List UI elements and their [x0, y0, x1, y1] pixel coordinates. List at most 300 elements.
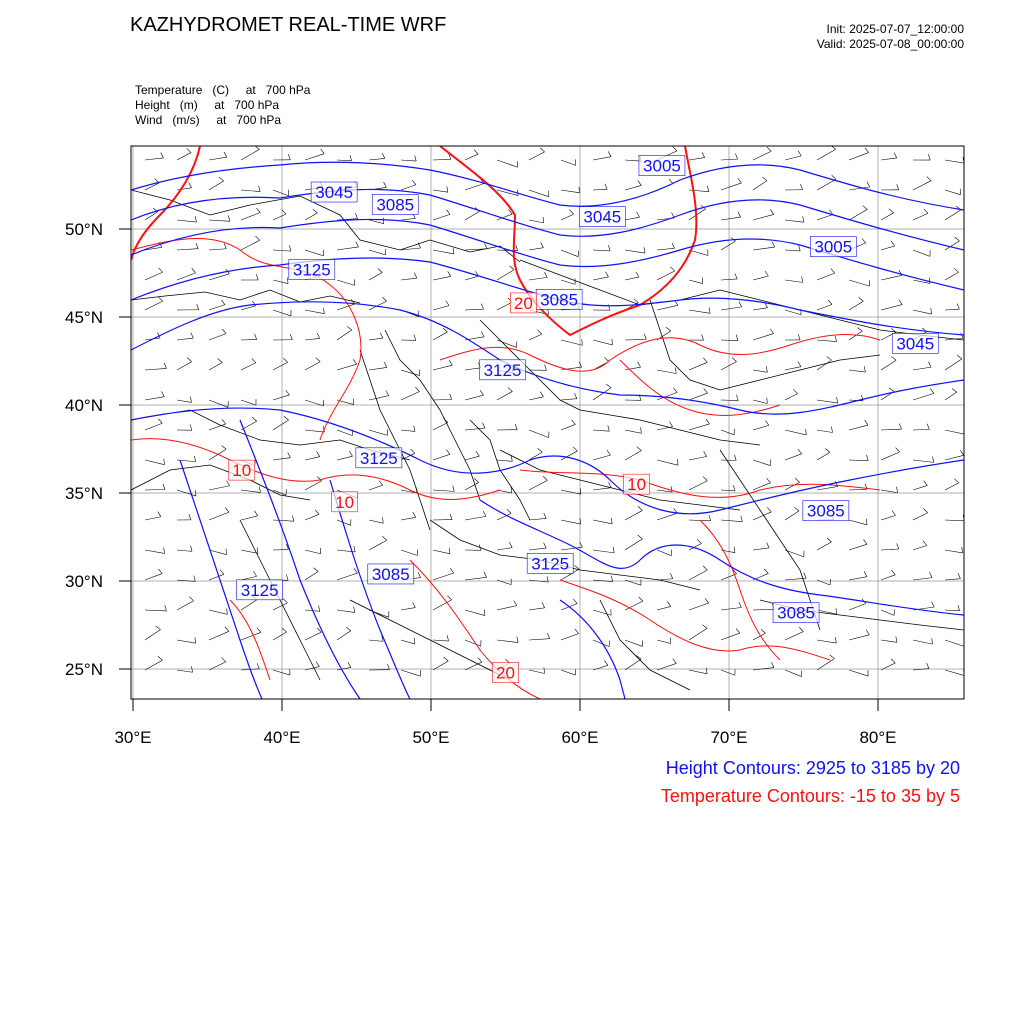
wind-barb — [337, 451, 353, 460]
wind-barb — [433, 450, 450, 460]
wind-barb — [401, 335, 416, 341]
wind-barb — [785, 449, 802, 460]
wind-barb — [465, 362, 481, 370]
wind-barb — [273, 210, 286, 220]
wind-barb — [369, 391, 389, 400]
wind-barb — [465, 150, 478, 160]
lat-tick-label: 35°N — [65, 484, 103, 503]
wind-barb — [657, 638, 671, 644]
wind-barb — [305, 209, 317, 220]
wind-barb — [913, 389, 934, 400]
wind-barb — [945, 515, 965, 521]
wind-barb — [209, 359, 222, 370]
wind-barb — [305, 662, 319, 670]
wind-barb — [369, 536, 387, 550]
wind-barb — [209, 608, 227, 614]
svg-text:3125: 3125 — [531, 554, 569, 573]
wind-barb — [273, 544, 288, 550]
wind-barb — [817, 655, 834, 670]
wind-barb — [529, 242, 543, 250]
wind-barb — [177, 268, 196, 280]
wind-barb — [593, 576, 613, 582]
wind-barb — [785, 389, 798, 400]
wind-barb — [241, 399, 256, 405]
wind-barb — [881, 184, 899, 190]
wind-barb — [177, 397, 191, 403]
wind-barb — [209, 627, 229, 640]
wind-barb — [433, 514, 452, 520]
wind-barb — [913, 154, 930, 160]
wind-barb — [369, 362, 387, 370]
wind-barb — [465, 304, 484, 310]
wind-barb — [849, 206, 867, 220]
wind-barb — [529, 217, 544, 223]
wind-barb — [817, 269, 835, 280]
wind-barb — [273, 390, 289, 400]
wind-barb — [433, 596, 452, 610]
wind-barb — [273, 452, 290, 460]
wind-barb — [241, 487, 260, 493]
wind-barb — [145, 459, 164, 465]
wind-barb — [753, 604, 774, 610]
field-temperature: Temperature (C) at 700 hPa — [135, 83, 310, 98]
lon-tick-label: 40°E — [263, 728, 300, 747]
wind-barb — [401, 155, 416, 161]
wind-barb — [145, 626, 160, 640]
lat-tick-label: 45°N — [65, 308, 103, 327]
wind-barb — [401, 670, 420, 676]
wind-barb — [881, 543, 899, 550]
wind-barb — [657, 659, 676, 670]
wind-barb — [593, 518, 612, 524]
wind-barb — [497, 456, 512, 462]
wind-barb — [913, 541, 927, 550]
wind-barb — [145, 153, 163, 160]
wind-barb — [369, 182, 386, 190]
wind-barb — [145, 512, 161, 520]
lon-tick-label: 60°E — [561, 728, 598, 747]
wind-barb — [561, 339, 582, 345]
wind-barb — [689, 278, 703, 284]
wind-barb — [273, 190, 289, 196]
wind-barb — [497, 542, 512, 550]
wind-barb — [881, 570, 895, 580]
height-contour-label — [773, 603, 819, 623]
wind-barb — [881, 659, 895, 670]
wind-barb — [433, 568, 454, 580]
wind-barb — [785, 245, 800, 251]
wind-barb — [849, 366, 865, 372]
wind-barb — [145, 547, 165, 553]
height-contour-label — [810, 237, 856, 257]
wind-barb — [689, 388, 708, 400]
wind-barb — [881, 487, 898, 493]
wind-barb — [753, 242, 775, 250]
wind-barb — [465, 640, 481, 646]
wind-barb — [177, 424, 192, 430]
lon-tick-label: 50°E — [412, 728, 449, 747]
wind-barb — [145, 268, 163, 280]
svg-text:3125: 3125 — [241, 581, 279, 600]
wind-barb — [721, 602, 741, 610]
wind-barb — [817, 427, 832, 433]
wind-barb — [753, 398, 767, 404]
svg-text:3125: 3125 — [360, 449, 398, 468]
wind-barb — [657, 601, 671, 610]
wind-barb — [913, 638, 932, 644]
wind-barb — [497, 266, 514, 280]
wind-barb — [433, 271, 451, 280]
temperature-contour-label — [510, 293, 536, 313]
wind-barb — [497, 298, 512, 310]
wind-barb — [305, 510, 319, 520]
wind-barb — [721, 628, 740, 640]
wind-barb — [145, 363, 166, 370]
wind-barb — [305, 250, 324, 256]
wind-barb — [433, 548, 450, 554]
svg-text:3085: 3085 — [540, 290, 578, 309]
wind-barb — [337, 279, 355, 285]
temperature-contour-label — [332, 492, 358, 512]
wind-barb — [529, 148, 545, 160]
wind-barb — [945, 479, 959, 490]
wind-barb — [401, 549, 417, 555]
wind-barb — [657, 550, 672, 556]
wind-barb — [625, 247, 645, 253]
wind-barb — [785, 550, 804, 557]
height-contour-label — [803, 501, 849, 521]
wind-barb — [721, 178, 741, 190]
wind-barb — [465, 451, 479, 460]
wind-barb — [689, 625, 707, 640]
wind-barb — [689, 451, 707, 460]
wind-barb — [369, 517, 383, 523]
wind-barb — [849, 539, 867, 550]
wind-barb — [561, 669, 575, 675]
wind-barb — [433, 418, 448, 430]
wind-barb — [497, 600, 517, 610]
wind-barb — [657, 573, 673, 580]
wind-barb — [145, 656, 162, 670]
wind-barb — [945, 157, 964, 163]
wind-barb — [721, 395, 738, 401]
wind-barb — [433, 486, 454, 492]
wind-barb — [689, 152, 705, 160]
wind-barb — [433, 301, 449, 310]
wind-barb — [785, 627, 803, 640]
temperature-contour-label — [229, 460, 255, 480]
wind-barb — [561, 420, 575, 430]
wind-barb — [305, 568, 318, 580]
wind-barb — [529, 476, 547, 490]
wind-barb — [849, 455, 868, 461]
wind-barb — [241, 571, 257, 580]
height-contour-label — [527, 553, 573, 573]
wind-barb — [401, 638, 415, 644]
lon-tick-label: 80°E — [859, 728, 896, 747]
wind-barb — [689, 515, 711, 521]
wind-barb — [369, 481, 383, 490]
wind-barb — [625, 535, 642, 550]
wind-barb — [433, 210, 450, 220]
wind-barb — [209, 400, 228, 407]
wind-barb — [753, 209, 774, 220]
wind-barb — [177, 546, 192, 552]
wind-barb — [177, 666, 193, 672]
wind-barb — [945, 450, 964, 460]
wind-barb — [305, 333, 320, 340]
wind-barb — [241, 511, 258, 520]
wind-barb — [945, 304, 959, 310]
wind-barb — [273, 154, 290, 160]
wind-barb — [465, 243, 487, 250]
wind-barb — [177, 148, 191, 160]
height-contour-label — [356, 448, 402, 468]
temperature-contour-label — [493, 663, 519, 683]
height-contour-label — [480, 360, 526, 380]
chart-title: KAZHYDROMET REAL-TIME WRF — [130, 14, 446, 37]
wind-barb — [561, 393, 577, 400]
wind-barb — [209, 152, 227, 160]
wind-barb — [465, 423, 485, 430]
wind-barb — [305, 308, 324, 314]
wind-barb — [433, 360, 452, 370]
wind-barb — [177, 637, 196, 643]
svg-text:3085: 3085 — [807, 502, 845, 521]
wind-barb — [337, 568, 358, 580]
wind-barb — [625, 427, 641, 433]
wind-barb — [657, 212, 674, 220]
wind-barb — [625, 180, 641, 190]
wind-barb — [881, 300, 902, 310]
wind-barb — [497, 160, 518, 167]
wind-barb — [273, 358, 288, 370]
wind-barb — [273, 628, 287, 640]
wind-barb — [209, 177, 224, 190]
wind-barb — [305, 149, 324, 160]
svg-text:3085: 3085 — [376, 195, 414, 214]
wind-barb — [401, 180, 416, 190]
wind-barb — [433, 328, 447, 340]
wind-barb — [177, 304, 199, 310]
wind-barb — [913, 509, 928, 520]
wind-barb — [369, 636, 383, 642]
wind-barb — [785, 429, 806, 435]
svg-text:3045: 3045 — [896, 334, 934, 353]
wind-barb — [177, 216, 196, 222]
wind-barb — [945, 640, 966, 647]
wind-barb — [593, 660, 608, 670]
wind-barb — [593, 547, 614, 553]
wind-barb — [785, 216, 804, 222]
wind-barb — [785, 670, 802, 677]
lat-tick-label: 50°N — [65, 220, 103, 239]
wind-barb — [657, 459, 678, 465]
svg-text:20: 20 — [496, 664, 515, 683]
wind-barb — [401, 512, 416, 520]
wind-barb — [529, 633, 550, 640]
wind-barb — [817, 538, 831, 550]
wind-barb — [945, 268, 959, 280]
wind-barb — [369, 153, 385, 160]
wind-barb — [529, 576, 548, 582]
wind-barb — [561, 210, 574, 220]
wind-barb — [209, 243, 226, 250]
wind-barb — [241, 186, 260, 192]
wind-barb — [753, 177, 767, 190]
wind-barb — [593, 425, 609, 431]
wind-barb — [305, 452, 320, 460]
wind-barb — [753, 329, 774, 340]
wind-barb — [625, 506, 642, 520]
wind-barb — [273, 278, 288, 284]
wind-barb — [593, 609, 611, 615]
wind-barb — [625, 640, 643, 646]
wind-barb — [529, 668, 545, 674]
svg-text:10: 10 — [335, 493, 354, 512]
svg-text:10: 10 — [232, 461, 251, 480]
wind-barb — [145, 484, 165, 490]
wind-barb — [401, 387, 420, 400]
wind-barb — [177, 358, 192, 370]
wind-barb — [849, 571, 867, 580]
wind-barb — [721, 669, 735, 675]
wind-barb — [465, 478, 479, 490]
wind-barb — [209, 300, 225, 310]
wind-barb — [657, 368, 676, 374]
wind-barb — [625, 212, 640, 220]
wind-barb — [689, 477, 707, 490]
wind-barb — [241, 334, 257, 340]
wind-barb — [593, 339, 612, 345]
wind-barb — [625, 656, 641, 670]
wind-barb — [593, 272, 608, 280]
wind-barb — [625, 447, 641, 460]
wind-barb — [337, 213, 358, 220]
wind-barb — [433, 248, 454, 254]
wind-barb — [945, 189, 960, 195]
wind-barb — [689, 598, 709, 610]
wind-barb — [337, 242, 359, 250]
wind-barb — [337, 359, 357, 370]
wind-barb — [753, 460, 770, 466]
wind-barb — [721, 335, 738, 341]
wind-barb — [561, 159, 576, 165]
wind-barb — [241, 146, 259, 160]
wind-barb — [241, 274, 258, 280]
lon-tick-label: 70°E — [710, 728, 747, 747]
wind-barb — [721, 154, 738, 160]
wind-barb — [593, 450, 610, 460]
wind-barb — [945, 605, 960, 611]
wind-barb — [625, 272, 639, 280]
wind-barb — [945, 428, 965, 434]
wind-barb — [849, 328, 862, 340]
wind-barb — [849, 630, 869, 640]
wind-barb — [177, 243, 198, 250]
wind-barb — [753, 366, 767, 372]
svg-text:3045: 3045 — [583, 208, 621, 227]
wind-barb — [241, 208, 260, 220]
wind-barb — [337, 627, 351, 640]
graticule — [131, 141, 964, 699]
svg-text:10: 10 — [627, 475, 646, 494]
wind-barb — [561, 599, 577, 610]
wind-barb — [881, 448, 900, 460]
height-contour-label — [639, 156, 685, 176]
wind-barb — [305, 548, 321, 554]
wind-barb — [721, 516, 742, 522]
wind-barb — [913, 481, 927, 490]
wind-barb — [145, 297, 163, 310]
wind-barb — [497, 387, 512, 400]
wind-barb — [945, 355, 962, 370]
svg-text:3085: 3085 — [777, 604, 815, 623]
wind-barb — [945, 388, 957, 400]
wind-barb — [945, 573, 960, 580]
lon-tick-label: 30°E — [114, 728, 151, 747]
wind-barb — [273, 515, 294, 521]
wind-barb — [945, 669, 964, 675]
wind-barb — [209, 329, 226, 340]
wind-barb — [529, 190, 549, 197]
lat-tick-label: 30°N — [65, 572, 103, 591]
wind-barb — [209, 215, 230, 221]
wind-barb — [145, 419, 162, 430]
wind-barb — [561, 278, 575, 284]
wind-barb — [465, 390, 483, 400]
wind-barb — [753, 271, 768, 280]
wind-barb — [881, 424, 902, 430]
wind-barb — [305, 477, 322, 490]
wind-barb — [369, 610, 389, 617]
wind-barb — [657, 421, 673, 430]
wind-barb — [817, 448, 830, 460]
wind-barb — [241, 358, 256, 370]
wind-barb — [433, 635, 449, 641]
wind-barb — [529, 330, 542, 340]
wind-barb — [753, 420, 769, 430]
country-borders — [131, 190, 964, 690]
wind-barb — [305, 628, 321, 640]
wind-barb — [305, 358, 320, 370]
wind-barb — [593, 482, 611, 490]
wind-barb — [209, 445, 226, 460]
valid-time: Valid: 2025-07-08_00:00:00 — [817, 37, 964, 52]
wind-barb — [913, 457, 934, 463]
field-wind: Wind (m/s) at 700 hPa — [135, 113, 310, 128]
wind-barb — [913, 424, 929, 430]
wind-barb — [721, 358, 736, 370]
wind-barb — [753, 147, 771, 160]
wind-barb — [465, 658, 482, 670]
wind-barb — [849, 297, 863, 310]
wind-barb — [337, 430, 353, 436]
wind-barb — [913, 308, 931, 314]
wind-barb — [785, 184, 803, 190]
height-contour-label — [311, 182, 357, 202]
contour-labels — [229, 156, 938, 683]
svg-text:3005: 3005 — [814, 238, 852, 257]
wind-barb — [273, 334, 292, 340]
wind-barb — [817, 356, 832, 370]
wind-barb — [209, 481, 230, 490]
wind-barb — [497, 579, 511, 585]
wind-barb — [881, 609, 894, 615]
init-time: Init: 2025-07-07_12:00:00 — [817, 22, 964, 37]
wind-barb — [433, 154, 451, 160]
wind-barb — [465, 511, 486, 520]
